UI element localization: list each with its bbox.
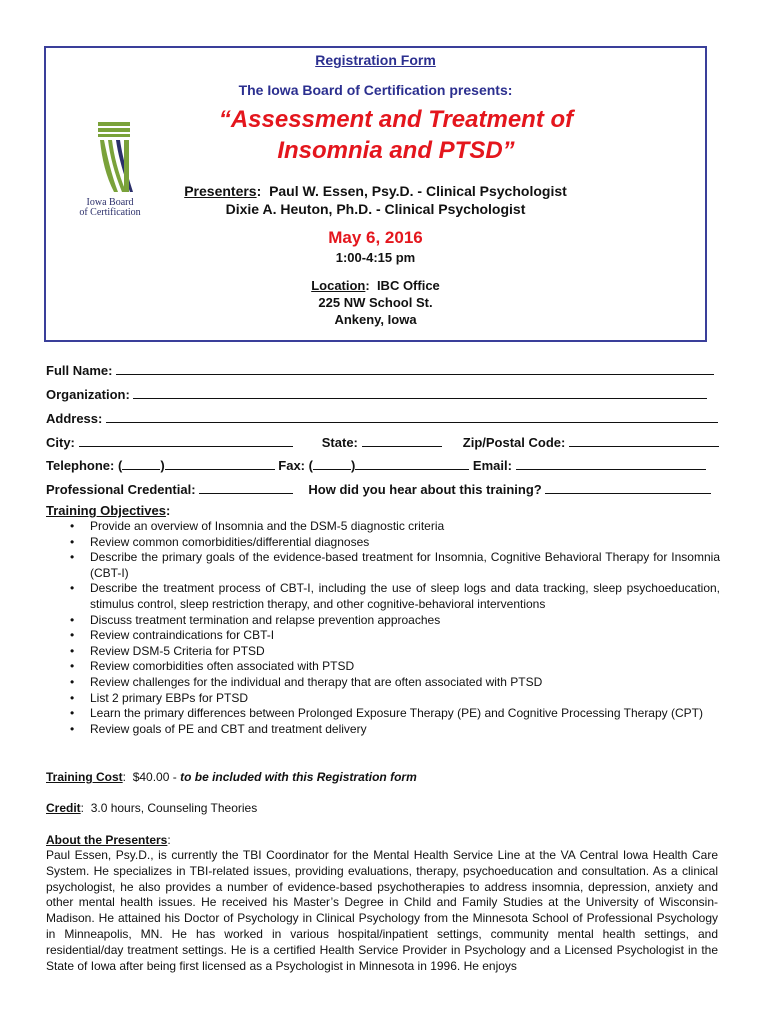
objectives-list (70, 519, 720, 737)
city-state-zip-row (46, 434, 719, 450)
fax-label: Fax: ( (278, 458, 313, 473)
list-item: • Learn the primary differences between Prolonged Exposure Therapy (PE) and Cognitive Processing Therapy (CPT) (70, 706, 720, 722)
address-label: Address: (46, 411, 103, 426)
full-name-field[interactable] (116, 362, 714, 375)
list-item: • Describe the treatment process of CBT-I, including the use of sleep logs and data tracking, sleep psychoeducation, stimulus control, sleep restriction therapy, and other cognitive-behavioral interventions (70, 581, 720, 612)
address-row (46, 410, 718, 426)
list-item: • Discuss treatment termination and relapse prevention approaches (70, 613, 720, 629)
telephone-area-field[interactable] (122, 457, 160, 470)
event-time: 1:00-4:15 pm (335, 250, 416, 265)
zip-field[interactable] (569, 434, 719, 447)
state-label: State: (321, 435, 358, 450)
credit-value: 3.0 hours, Counseling Theories (90, 801, 258, 815)
objectives-heading-text: Training Objectives (46, 503, 166, 518)
credential-field[interactable] (199, 481, 293, 494)
objectives-heading: Training Objectives: (46, 503, 171, 518)
list-item: • Provide an overview of Insomnia and the DSM-5 diagnostic criteria (70, 519, 720, 535)
phone-fax-email-row (46, 457, 706, 473)
organization-field[interactable] (133, 386, 707, 399)
address-field[interactable] (106, 410, 718, 423)
hear-field[interactable] (545, 481, 711, 494)
list-item: • Review challenges for the individual and therapy that are often associated with PTSD (70, 675, 720, 691)
email-field[interactable] (516, 457, 706, 470)
presenters: Presenters: Paul W. Essen, Psy.D. - Clinical Psychologist Dixie A. Heuton, Ph.D. - Clinical Psychologist (46, 182, 705, 218)
event-title-line-2: Insomnia and PTSD” (277, 137, 515, 164)
full-name-row (46, 362, 714, 378)
full-name-label: Full Name: (46, 363, 113, 378)
logo-line-1: Iowa Board (86, 197, 134, 208)
cost-label: Training Cost (46, 770, 123, 784)
organization-row (46, 386, 707, 402)
presenter-2: Dixie A. Heuton, Ph.D. - Clinical Psychologist (225, 201, 526, 217)
list-item: • Describe the primary goals of the evidence-based treatment for Insomnia, Cognitive Behavioral Therapy for Insomnia (CBT-I) (70, 550, 720, 581)
credential-row (46, 481, 711, 497)
about-text: Paul Essen, Psy.D., is currently the TBI Coordinator for the Mental Health Service Line at the VA Central Iowa Health Care System. He specializes in TBI-related issues, providing evaluations, therapy, psychoeducation and consultation. As a clinical psychologist, he also provides a number of evidence-based psychotherapies to address insomnia, depression, anxiety and other mental health issues. He received his Master’s Degree in Child and Family Studies at the University of Wisconsin-Madison. He attained his Doctor of Psychology in Clinical Psychology from the Minnesota School of Professional Psychology in Minneapolis, MN. He has worked in various hospital/inpatient settings, community mental health settings, and residential/day treatment settings. He is a certified Health Service Provider in Psychology and a Licensed Psychologist in the State of Iowa after being first licensed as a Psychologist in Minnesota in 1996. He enjoys (46, 848, 718, 973)
location-label: Location (311, 278, 366, 293)
telephone-paren: ) (160, 458, 165, 473)
form-title: Registration Form (315, 52, 436, 68)
event-title (186, 104, 606, 166)
list-item: • Review common comorbidities/differential diagnoses (70, 535, 720, 551)
training-cost: Training Cost: $40.00 - to be included with this Registration form (46, 770, 417, 784)
fax-field[interactable] (355, 457, 469, 470)
event-date: May 6, 2016 (328, 228, 423, 247)
state-field[interactable] (362, 434, 442, 447)
location: Location: IBC Office 225 NW School St. Ankeny, Iowa (46, 277, 705, 328)
header-box (44, 46, 707, 342)
organization-label: Organization: (46, 387, 130, 402)
city-field[interactable] (79, 434, 293, 447)
list-item: • Review contraindications for CBT-I (70, 628, 720, 644)
location-line-1: IBC Office (376, 278, 440, 293)
fax-paren: ) (350, 458, 356, 473)
location-line-3: Ankeny, Iowa (334, 312, 417, 327)
about-heading: About the Presenters: (46, 833, 171, 847)
city-label: City: (46, 435, 75, 450)
credit-label: Credit (46, 801, 81, 815)
hear-label: How did you hear about this training? (308, 482, 542, 497)
list-item: • Review DSM-5 Criteria for PTSD (70, 644, 720, 660)
list-item: • Review comorbidities often associated with PTSD (70, 659, 720, 675)
presenter-1: Paul W. Essen, Psy.D. - Clinical Psychologist (269, 183, 567, 199)
list-item: • List 2 primary EBPs for PTSD (70, 691, 720, 707)
presenters-label: Presenters (184, 183, 257, 199)
credit: Credit: 3.0 hours, Counseling Theories (46, 801, 258, 815)
telephone-label: Telephone: ( (46, 458, 123, 473)
list-item: • Review goals of PE and CBT and treatment delivery (70, 722, 720, 738)
presents-line: The Iowa Board of Certification presents: (238, 82, 513, 98)
event-title-line-1: “Assessment and Treatment of (218, 106, 574, 133)
telephone-field[interactable] (165, 457, 275, 470)
cost-note: to be included with this Registration form (180, 770, 417, 784)
credential-label: Professional Credential: (46, 482, 196, 497)
about-heading-text: About the Presenters (46, 833, 168, 847)
location-line-2: 225 NW School St. (318, 295, 433, 310)
cost-amount: $40.00 - (132, 770, 177, 784)
logo-line-2: of Certification (79, 207, 141, 218)
zip-label: Zip/Postal Code: (462, 435, 566, 450)
fax-area-field[interactable] (313, 457, 351, 470)
email-label: Email: (472, 458, 512, 473)
